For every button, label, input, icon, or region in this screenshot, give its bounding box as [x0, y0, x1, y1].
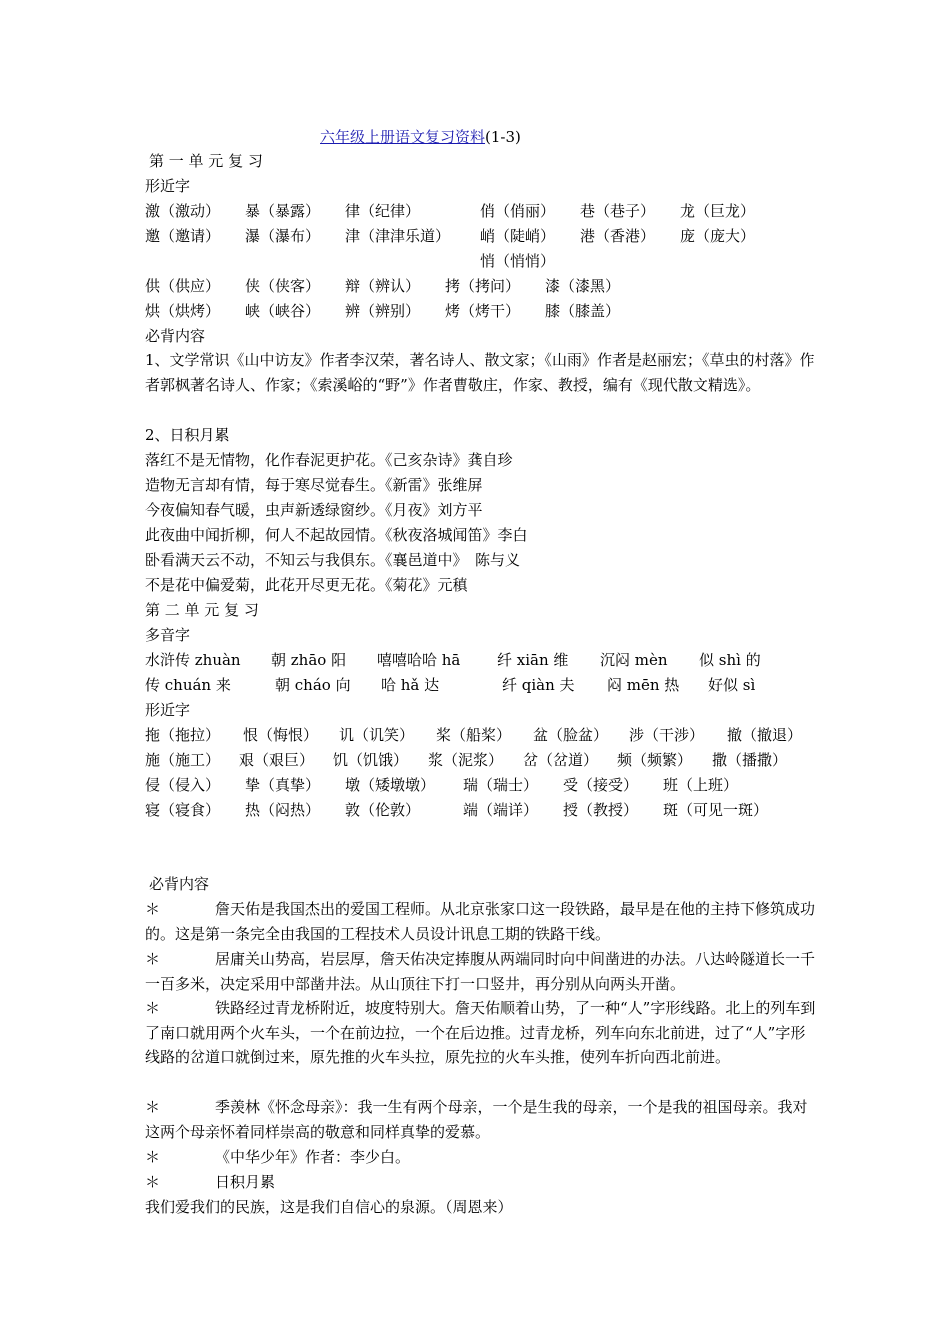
- star-item: [145, 897, 817, 946]
- title-suffix: (1-3): [485, 128, 521, 146]
- word-cell: 激（激动）: [145, 202, 221, 220]
- closing-quote: 我们爱我们的民族，这是我们自信心的泉源。（周恩来）: [145, 1198, 513, 1216]
- word-cell: 恨（悔恨）: [243, 726, 319, 744]
- word-cell: 悄（悄悄）: [480, 252, 556, 270]
- word-cell: 朝 zhāo 阳: [271, 651, 347, 669]
- word-cell: 讥（讥笑）: [339, 726, 415, 744]
- poem-line: 卧看满天云不动，不知云与我俱东。《襄邑道中》 陈与义: [145, 551, 521, 569]
- word-cell: 侵（侵入）: [145, 776, 221, 794]
- word-cell: 好似 sì: [708, 676, 756, 694]
- word-cell: 巷（巷子）: [580, 202, 656, 220]
- word-cell: 烤（烤干）: [445, 302, 521, 320]
- star-item-text: 詹天佑是我国杰出的爱国工程师。从北京张家口这一段铁路，最早是在他的主持下修筑成功的。这是第一条完全由我国的工程技术人员设计讯息工期的铁路干线。: [145, 900, 816, 943]
- word-cell: 纤 qiàn 夫: [502, 676, 575, 694]
- word-cell: 朝 cháo 向: [275, 676, 351, 694]
- unit2-bibei-label: 必背内容: [149, 875, 210, 893]
- star-item-text: 季羡林《怀念母亲》：我一生有两个母亲，一个是生我的母亲，一个是我的祖国母亲。我对这两个母亲怀着同样崇高的敬意和同样真挚的爱慕。: [145, 1098, 808, 1141]
- unit1-row-5: [145, 301, 825, 321]
- unit1-heading: 第 一 单 元 复 习: [149, 152, 263, 170]
- word-cell: 艰（艰巨）: [239, 751, 315, 769]
- unit1-row-4: [145, 276, 825, 296]
- word-cell: 律（纪律）: [345, 202, 421, 220]
- star-icon: ＊: [145, 1098, 161, 1116]
- word-cell: 撤（撤退）: [727, 726, 803, 744]
- word-cell: 岔（岔道）: [523, 751, 599, 769]
- word-cell: 施（施工）: [145, 751, 221, 769]
- star-icon: ＊: [145, 900, 161, 918]
- document-title: [320, 127, 521, 147]
- word-cell: 侠（侠客）: [245, 277, 321, 295]
- poem-line: 造物无言却有情，每于寒尽觉春生。《新雷》张维屏: [145, 476, 483, 494]
- word-cell: 瀑（瀑布）: [245, 227, 321, 245]
- star-item: [145, 1145, 817, 1170]
- word-cell: 浆（泥浆）: [428, 751, 504, 769]
- star-icon: ＊: [145, 1173, 161, 1191]
- star-item: [145, 1170, 817, 1195]
- unit1-xingjinzi-label: 形近字: [145, 177, 191, 195]
- word-cell: 哈 hǎ 达: [381, 676, 440, 694]
- unit2-xingjinzi-label: 形近字: [145, 701, 191, 719]
- word-cell: 端（端详）: [463, 801, 539, 819]
- word-cell: 峡（峡谷）: [245, 302, 321, 320]
- star-item: [145, 1095, 817, 1144]
- word-cell: 涉（干涉）: [629, 726, 705, 744]
- word-cell: 撒（播撒）: [712, 751, 788, 769]
- unit1-row-2: [145, 226, 825, 246]
- poem-line: 不是花中偏爱菊，此花开尽更无花。《菊花》元稹: [145, 576, 468, 594]
- word-cell: 辩（辨认）: [345, 277, 421, 295]
- unit2-xingjin-row-1: [145, 725, 825, 745]
- word-cell: 膝（膝盖）: [545, 302, 621, 320]
- word-cell: 寝（寝食）: [145, 801, 221, 819]
- word-cell: 烘（烘烤）: [145, 302, 221, 320]
- word-cell: 似 shì 的: [699, 651, 761, 669]
- word-cell: 暴（暴露）: [245, 202, 321, 220]
- unit2-xingjin-row-4: [145, 800, 825, 820]
- star-item-text: 居庸关山势高，岩层厚，詹天佑决定捧腹从两端同时向中间凿进的办法。八达岭隧道长一千一百多米，决定采用中部凿井法。从山顶往下打一口竖井，再分别从向两头开凿。: [145, 950, 816, 993]
- word-cell: 闷 mēn 热: [607, 676, 680, 694]
- unit1-item1: 1、文学常识《山中访友》作者李汉荣，著名诗人、散文家；《山雨》作者是赵丽宏；《草虫的村落》作者郭枫著名诗人、作家；《索溪峪的“野”》作者曹敬庄，作家、教授，编有《现代散文精选》。: [145, 351, 815, 394]
- word-cell: 水浒传 zhuàn: [145, 651, 241, 669]
- title-link[interactable]: 六年级上册语文复习资料: [320, 128, 486, 146]
- word-cell: 纤 xiān 维: [497, 651, 569, 669]
- duoyin-row-2: [145, 675, 825, 695]
- word-cell: 龙（巨龙）: [680, 202, 756, 220]
- unit2-xingjin-row-3: [145, 775, 825, 795]
- unit2-xingjin-row-2: [145, 750, 825, 770]
- word-cell: 授（教授）: [563, 801, 639, 819]
- poem-line: 今夜偏知春气暖，虫声新透绿窗纱。《月夜》刘方平: [145, 501, 483, 519]
- word-cell: 拷（拷问）: [445, 277, 521, 295]
- word-cell: 俏（俏丽）: [480, 202, 556, 220]
- star-icon: ＊: [145, 999, 161, 1017]
- unit1-row-1: [145, 201, 825, 221]
- word-cell: 饥（饥饿）: [333, 751, 409, 769]
- word-cell: 津（津津乐道）: [345, 227, 451, 245]
- word-cell: 热（闷热）: [245, 801, 321, 819]
- word-cell: 漆（漆黑）: [545, 277, 621, 295]
- poem-line: 落红不是无情物，化作春泥更护花。《己亥杂诗》龚自珍: [145, 451, 513, 469]
- star-item: [145, 996, 817, 1070]
- word-cell: 桨（船桨）: [436, 726, 512, 744]
- word-cell: 墩（矮墩墩）: [345, 776, 436, 794]
- word-cell: 峭（陡峭）: [480, 227, 556, 245]
- word-cell: 传 chuán 来: [145, 676, 231, 694]
- unit2-duoyinzi-label: 多音字: [145, 626, 191, 644]
- star-item-text: 《中华少年》作者：李少白。: [215, 1148, 411, 1166]
- star-icon: ＊: [145, 1148, 161, 1166]
- word-cell: 盆（脸盆）: [533, 726, 609, 744]
- star-item-text: 日积月累: [215, 1173, 276, 1191]
- word-cell: 港（香港）: [580, 227, 656, 245]
- unit2-heading: 第 二 单 元 复 习: [145, 601, 259, 619]
- star-icon: ＊: [145, 950, 161, 968]
- unit1-bibei-label: 必背内容: [145, 327, 206, 345]
- word-cell: 斑（可见一斑）: [663, 801, 769, 819]
- star-item: [145, 947, 817, 996]
- word-cell: 供（供应）: [145, 277, 221, 295]
- word-cell: 班（上班）: [663, 776, 739, 794]
- word-cell: 瑞（瑞士）: [463, 776, 539, 794]
- star-item-text: 铁路经过青龙桥附近，坡度特别大。詹天佑顺着山势，了一种“人”字形线路。北上的列车到了南口就用两个火车头，一个在前边拉，一个在后边推。过青龙桥，列车向东北前进，过了“人”字形线路的岔道口就倒过来，原先推的火车头拉，原先拉的火车头推，使列车折向西北前进。: [145, 999, 816, 1067]
- word-cell: 拖（拖拉）: [145, 726, 221, 744]
- word-cell: 敦（伦敦）: [345, 801, 421, 819]
- word-cell: 嘻嘻哈哈 hā: [377, 651, 461, 669]
- word-cell: 频（频繁）: [617, 751, 693, 769]
- unit1-row-3: [145, 251, 825, 271]
- word-cell: 辨（辨别）: [345, 302, 421, 320]
- poem-line: 此夜曲中闻折柳，何人不起故园情。《秋夜洛城闻笛》李白: [145, 526, 528, 544]
- duoyin-row-1: [145, 650, 825, 670]
- word-cell: 沉闷 mèn: [600, 651, 668, 669]
- unit1-item2: 2、日积月累: [145, 426, 230, 444]
- word-cell: 庞（庞大）: [680, 227, 756, 245]
- word-cell: 邀（邀请）: [145, 227, 221, 245]
- word-cell: 受（接受）: [563, 776, 639, 794]
- word-cell: 挚（真挚）: [245, 776, 321, 794]
